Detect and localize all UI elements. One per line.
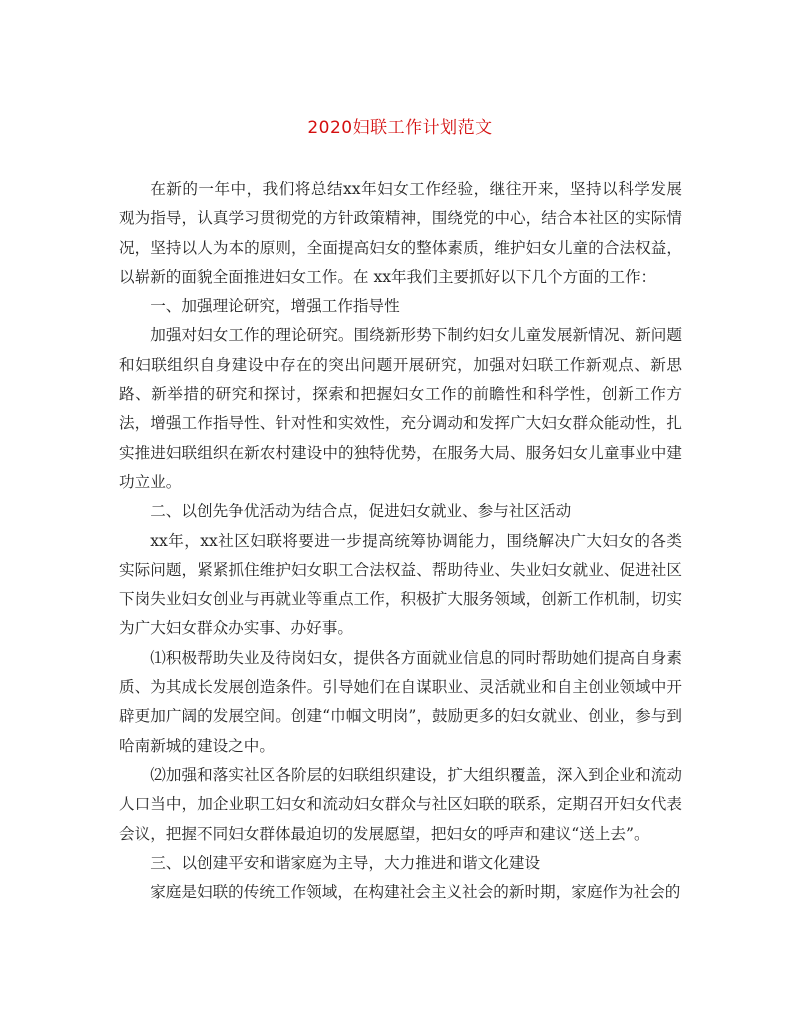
paragraph-item-2: ⑵加强和落实社区各阶层的妇联组织建设，扩大组织覆盖，深入到企业和流动人口当中，加企业职工妇女和流动妇女群众与社区妇联的联系，定期召开妇女代表会议，把握不同妇女群体最迫切的发展愿望，把妇女的呼声和建议“送上去”。 — [119, 765, 682, 843]
paragraph-intro: 在新的一年中，我们将总结xx年妇女工作经验，继往开来，坚持以科学发展观为指导，认真学习贯彻党的方针政策精神，围绕党的中心，结合本社区的实际情况，坚持以人为本的原则，全面提高妇女的整体素质，维护妇女儿童的合法权益，以崭新的面貌全面推进妇女工作。在 xx年我们主要抓好以下几个方面的工作： — [119, 180, 682, 286]
paragraph-item-1: ⑴积极帮助失业及待岗妇女，提供各方面就业信息的同时帮助她们提高自身素质、为其成长发展创造条件。引导她们在自谋职业、灵活就业和自主创业领域中开辟更加广阔的发展空间。创建“巾帼文明岗”，鼓励更多的妇女就业、创业，参与到哈南新城的建设之中。 — [119, 648, 682, 755]
paragraph-theory-research: 加强对妇女工作的理论研究。围绕新形势下制约妇女儿童发展新情况、新问题和妇联组织自身建设中存在的突出问题开展研究，加强对妇联工作新观点、新思路、新举措的研究和探讨，探索和把握妇女工作的前瞻性和科学性，创新工作方法，增强工作指导性、针对性和实效性，充分调动和发挥广大妇女群众能动性，扎实推进妇联组织在新农村建设中的独特优势，在服务大局、服务妇女儿童事业中建功立业。 — [119, 326, 682, 491]
document-body — [119, 175, 682, 907]
paragraph-employment: xx年，xx社区妇联将要进一步提高统筹协调能力，围绕解决广大妇女的各类实际问题，紧紧抓住维护妇女职工合法权益、帮助待业、失业妇女就业、促进社区下岗失业妇女创业与再就业等重点工作，积极扩大服务领域，创新工作机制，切实为广大妇女群众办实事、办好事。 — [119, 531, 682, 638]
section-heading-1: 一、加强理论研究，增强工作指导性 — [150, 297, 400, 316]
section-heading-3: 三、以创建平安和谐家庭为主导，大力推进和谐文化建设 — [150, 853, 541, 872]
section-heading-2: 二、以创先争优活动为结合点，促进妇女就业、参与社区活动 — [150, 502, 572, 521]
paragraph-family: 家庭是妇联的传统工作领域，在构建社会主义社会的新时期，家庭作为社会的 — [150, 883, 681, 902]
document-title: 2020妇联工作计划范文 — [307, 118, 493, 138]
